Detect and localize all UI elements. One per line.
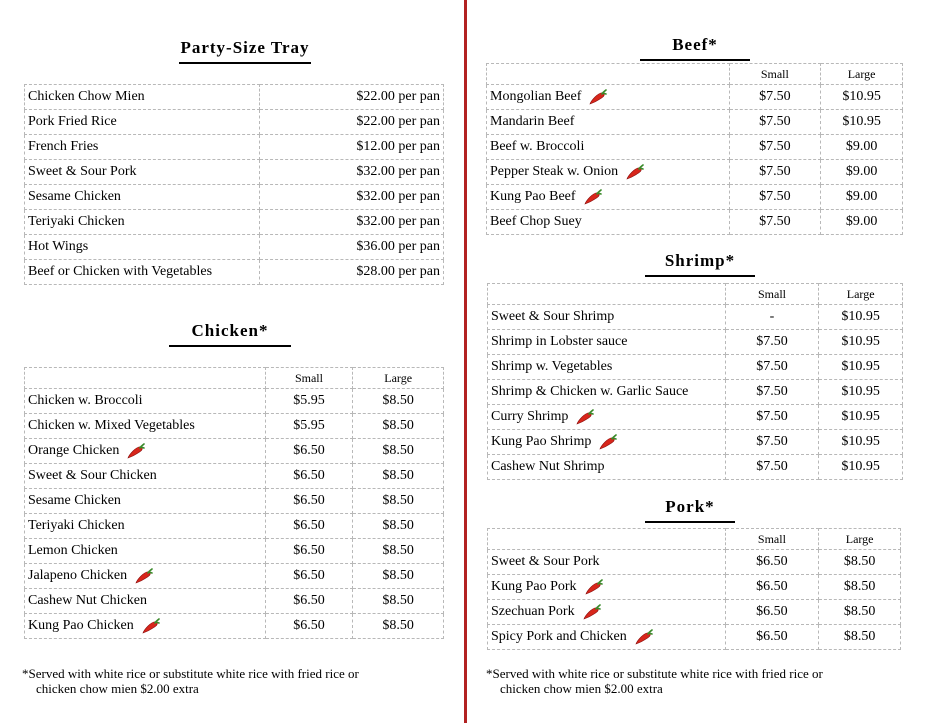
table-row <box>25 564 444 589</box>
small-price: $7.50 <box>725 430 819 455</box>
chili-pepper-icon <box>576 409 596 425</box>
item-cell <box>488 405 726 430</box>
item-cell <box>487 85 730 110</box>
item-price: $32.00 per pan <box>259 210 443 235</box>
item-name: Pepper Steak w. Onion <box>490 164 619 180</box>
large-price: $8.50 <box>353 564 444 589</box>
item-cell <box>487 185 730 210</box>
heading-underline <box>169 345 291 347</box>
table-row <box>488 380 903 405</box>
table-row <box>487 85 903 110</box>
item-name: Shrimp & Chicken w. Garlic Sauce <box>491 384 689 399</box>
item-name: Mandarin Beef <box>490 114 575 129</box>
item-name: Orange Chicken <box>28 443 120 459</box>
table-row <box>487 185 903 210</box>
small-price: $6.50 <box>265 464 353 489</box>
chili-pepper-icon <box>589 89 609 105</box>
item-cell <box>25 614 266 639</box>
large-price: $10.95 <box>819 380 903 405</box>
table-row <box>25 614 444 639</box>
table-row <box>25 210 444 235</box>
chili-pepper-icon <box>584 189 604 205</box>
item-price: $22.00 per pan <box>259 85 443 110</box>
small-price: $7.50 <box>725 330 819 355</box>
table-row <box>488 455 903 480</box>
large-price: $8.50 <box>353 589 444 614</box>
item-cell <box>488 355 726 380</box>
item-name: Mongolian Beef <box>490 89 582 105</box>
footnote-right <box>486 666 916 696</box>
header-blank <box>488 284 726 305</box>
item-cell <box>488 575 726 600</box>
item-cell <box>25 464 266 489</box>
large-price: $10.95 <box>819 405 903 430</box>
item-cell <box>25 564 266 589</box>
table-row <box>25 489 444 514</box>
header-row <box>487 64 903 85</box>
item-cell <box>25 414 266 439</box>
item-name: Sweet & Sour Pork <box>491 554 600 569</box>
item-cell <box>487 135 730 160</box>
table-row <box>25 160 444 185</box>
party-tray-table <box>24 84 444 285</box>
large-price: $9.00 <box>821 135 903 160</box>
item-name: Chicken w. Broccoli <box>28 393 143 408</box>
item-name: Kung Pao Beef <box>490 189 576 205</box>
small-price: $7.50 <box>729 85 821 110</box>
large-price: $9.00 <box>821 185 903 210</box>
item-cell <box>25 439 266 464</box>
item-cell <box>487 160 730 185</box>
table-row <box>25 110 444 135</box>
item-cell <box>487 210 730 235</box>
chicken-title: Chicken* <box>191 321 269 340</box>
table-row <box>488 430 903 455</box>
item-cell <box>488 380 726 405</box>
small-price: $5.95 <box>265 389 353 414</box>
footnote-line: *Served with white rice or substitute white rice with fried rice or <box>486 666 823 681</box>
large-price: $10.95 <box>819 430 903 455</box>
small-price: $7.50 <box>729 210 821 235</box>
item-name: Chicken w. Mixed Vegetables <box>28 418 195 433</box>
beef-title: Beef* <box>672 35 718 54</box>
small-price: $7.50 <box>725 405 819 430</box>
item-price: $32.00 per pan <box>259 160 443 185</box>
table-row <box>488 355 903 380</box>
beef-table <box>486 63 903 235</box>
small-price: $6.50 <box>725 575 819 600</box>
item-cell <box>488 330 726 355</box>
large-price: $8.50 <box>819 600 901 625</box>
table-row <box>25 135 444 160</box>
table-row <box>488 405 903 430</box>
small-price: $7.50 <box>729 135 821 160</box>
item-name: Teriyaki Chicken <box>25 210 260 235</box>
item-name: Szechuan Pork <box>491 604 575 620</box>
large-price: $8.50 <box>819 550 901 575</box>
party-tray-heading <box>150 38 340 64</box>
item-name: Curry Shrimp <box>491 409 569 425</box>
table-row <box>487 210 903 235</box>
small-price: $7.50 <box>729 160 821 185</box>
pork-title: Pork* <box>665 497 715 516</box>
large-price: $8.50 <box>353 389 444 414</box>
item-name: Pork Fried Rice <box>25 110 260 135</box>
small-price: $6.50 <box>265 489 353 514</box>
header-row <box>488 284 903 305</box>
table-row <box>488 330 903 355</box>
large-price: $10.95 <box>819 305 903 330</box>
small-price: $6.50 <box>725 625 819 650</box>
item-name: Teriyaki Chicken <box>28 518 125 533</box>
table-row <box>25 464 444 489</box>
large-price: $8.50 <box>353 489 444 514</box>
table-row <box>487 135 903 160</box>
table-row <box>25 85 444 110</box>
item-name: Kung Pao Shrimp <box>491 434 592 450</box>
table-row <box>25 235 444 260</box>
large-price: $10.95 <box>819 455 903 480</box>
large-price: $8.50 <box>353 439 444 464</box>
chili-pepper-icon <box>127 443 147 459</box>
header-row <box>25 368 444 389</box>
large-price: $10.95 <box>819 355 903 380</box>
small-price: $6.50 <box>265 539 353 564</box>
large-price: $8.50 <box>353 464 444 489</box>
item-name: Beef w. Broccoli <box>490 139 585 154</box>
heading-underline <box>645 275 755 277</box>
chili-pepper-icon <box>142 618 162 634</box>
item-name: Beef Chop Suey <box>490 214 582 229</box>
chili-pepper-icon <box>135 568 155 584</box>
item-cell <box>488 430 726 455</box>
table-row <box>488 600 901 625</box>
item-name: Spicy Pork and Chicken <box>491 629 627 645</box>
chicken-heading <box>150 321 310 347</box>
small-price: $6.50 <box>265 564 353 589</box>
large-price: $8.50 <box>353 514 444 539</box>
item-name: Lemon Chicken <box>28 543 118 558</box>
item-price: $32.00 per pan <box>259 185 443 210</box>
large-price: $8.50 <box>353 614 444 639</box>
chili-pepper-icon <box>635 629 655 645</box>
small-price: $7.50 <box>725 455 819 480</box>
item-name: Shrimp in Lobster sauce <box>491 334 628 349</box>
heading-underline <box>645 521 735 523</box>
item-price: $12.00 per pan <box>259 135 443 160</box>
small-price: $7.50 <box>729 110 821 135</box>
item-cell <box>25 489 266 514</box>
header-large: Large <box>819 529 901 550</box>
header-small: Small <box>725 529 819 550</box>
table-row <box>488 625 901 650</box>
item-name: Jalapeno Chicken <box>28 568 128 584</box>
item-name: Beef or Chicken with Vegetables <box>25 260 260 285</box>
small-price: $7.50 <box>725 355 819 380</box>
footnote-line: chicken chow mien $2.00 extra <box>500 681 663 696</box>
header-blank <box>25 368 266 389</box>
item-cell <box>25 514 266 539</box>
heading-underline <box>179 62 311 64</box>
table-row <box>487 160 903 185</box>
item-name: Sweet & Sour Pork <box>25 160 260 185</box>
item-cell <box>488 455 726 480</box>
chili-pepper-icon <box>599 434 619 450</box>
table-row <box>487 110 903 135</box>
small-price: $7.50 <box>729 185 821 210</box>
item-price: $28.00 per pan <box>259 260 443 285</box>
header-large: Large <box>819 284 903 305</box>
small-price: $5.95 <box>265 414 353 439</box>
pork-table <box>487 528 901 650</box>
table-row <box>25 539 444 564</box>
header-large: Large <box>821 64 903 85</box>
table-row <box>25 389 444 414</box>
item-cell <box>488 600 726 625</box>
large-price: $10.95 <box>819 330 903 355</box>
item-cell <box>487 110 730 135</box>
table-row <box>25 260 444 285</box>
shrimp-title: Shrimp* <box>664 251 736 270</box>
item-name: Kung Pao Chicken <box>28 618 134 634</box>
item-name: Chicken Chow Mien <box>25 85 260 110</box>
small-price: $6.50 <box>265 439 353 464</box>
large-price: $8.50 <box>353 539 444 564</box>
header-small: Small <box>729 64 821 85</box>
shrimp-heading <box>635 251 765 277</box>
small-price: - <box>725 305 819 330</box>
item-name: Sesame Chicken <box>25 185 260 210</box>
item-name: Shrimp w. Vegetables <box>491 359 613 374</box>
large-price: $8.50 <box>819 625 901 650</box>
item-cell <box>25 539 266 564</box>
large-price: $8.50 <box>353 414 444 439</box>
item-cell <box>25 389 266 414</box>
pork-heading <box>630 497 750 523</box>
small-price: $6.50 <box>265 589 353 614</box>
item-name: Sesame Chicken <box>28 493 121 508</box>
table-row <box>25 185 444 210</box>
item-cell <box>488 550 726 575</box>
item-name: Sweet & Sour Chicken <box>28 468 157 483</box>
footnote-line: *Served with white rice or substitute white rice with fried rice or <box>22 666 359 681</box>
item-name: Cashew Nut Shrimp <box>491 459 605 474</box>
chicken-table <box>24 367 444 639</box>
item-name: Sweet & Sour Shrimp <box>491 309 615 324</box>
heading-underline <box>640 59 750 61</box>
header-blank <box>487 64 730 85</box>
small-price: $6.50 <box>265 514 353 539</box>
table-row <box>488 575 901 600</box>
party-tray-title: Party-Size Tray <box>180 38 310 57</box>
page-divider <box>464 0 467 723</box>
beef-heading <box>625 35 765 61</box>
header-small: Small <box>725 284 819 305</box>
table-row <box>488 305 903 330</box>
small-price: $6.50 <box>265 614 353 639</box>
shrimp-table <box>487 283 903 480</box>
table-row <box>25 514 444 539</box>
header-large: Large <box>353 368 444 389</box>
large-price: $10.95 <box>821 110 903 135</box>
large-price: $9.00 <box>821 160 903 185</box>
footnote-line: chicken chow mien $2.00 extra <box>36 681 199 696</box>
item-price: $22.00 per pan <box>259 110 443 135</box>
item-name: Cashew Nut Chicken <box>28 593 147 608</box>
item-price: $36.00 per pan <box>259 235 443 260</box>
item-cell <box>488 625 726 650</box>
item-name: French Fries <box>25 135 260 160</box>
table-row <box>25 439 444 464</box>
table-row <box>25 414 444 439</box>
chili-pepper-icon <box>583 604 603 620</box>
item-name: Hot Wings <box>25 235 260 260</box>
small-price: $6.50 <box>725 550 819 575</box>
large-price: $9.00 <box>821 210 903 235</box>
small-price: $7.50 <box>725 380 819 405</box>
item-name: Kung Pao Pork <box>491 579 577 595</box>
table-row <box>25 589 444 614</box>
header-blank <box>488 529 726 550</box>
large-price: $8.50 <box>819 575 901 600</box>
chili-pepper-icon <box>585 579 605 595</box>
footnote-left <box>22 666 452 696</box>
header-row <box>488 529 901 550</box>
item-cell <box>488 305 726 330</box>
large-price: $10.95 <box>821 85 903 110</box>
chili-pepper-icon <box>626 164 646 180</box>
small-price: $6.50 <box>725 600 819 625</box>
item-cell <box>25 589 266 614</box>
table-row <box>488 550 901 575</box>
header-small: Small <box>265 368 353 389</box>
